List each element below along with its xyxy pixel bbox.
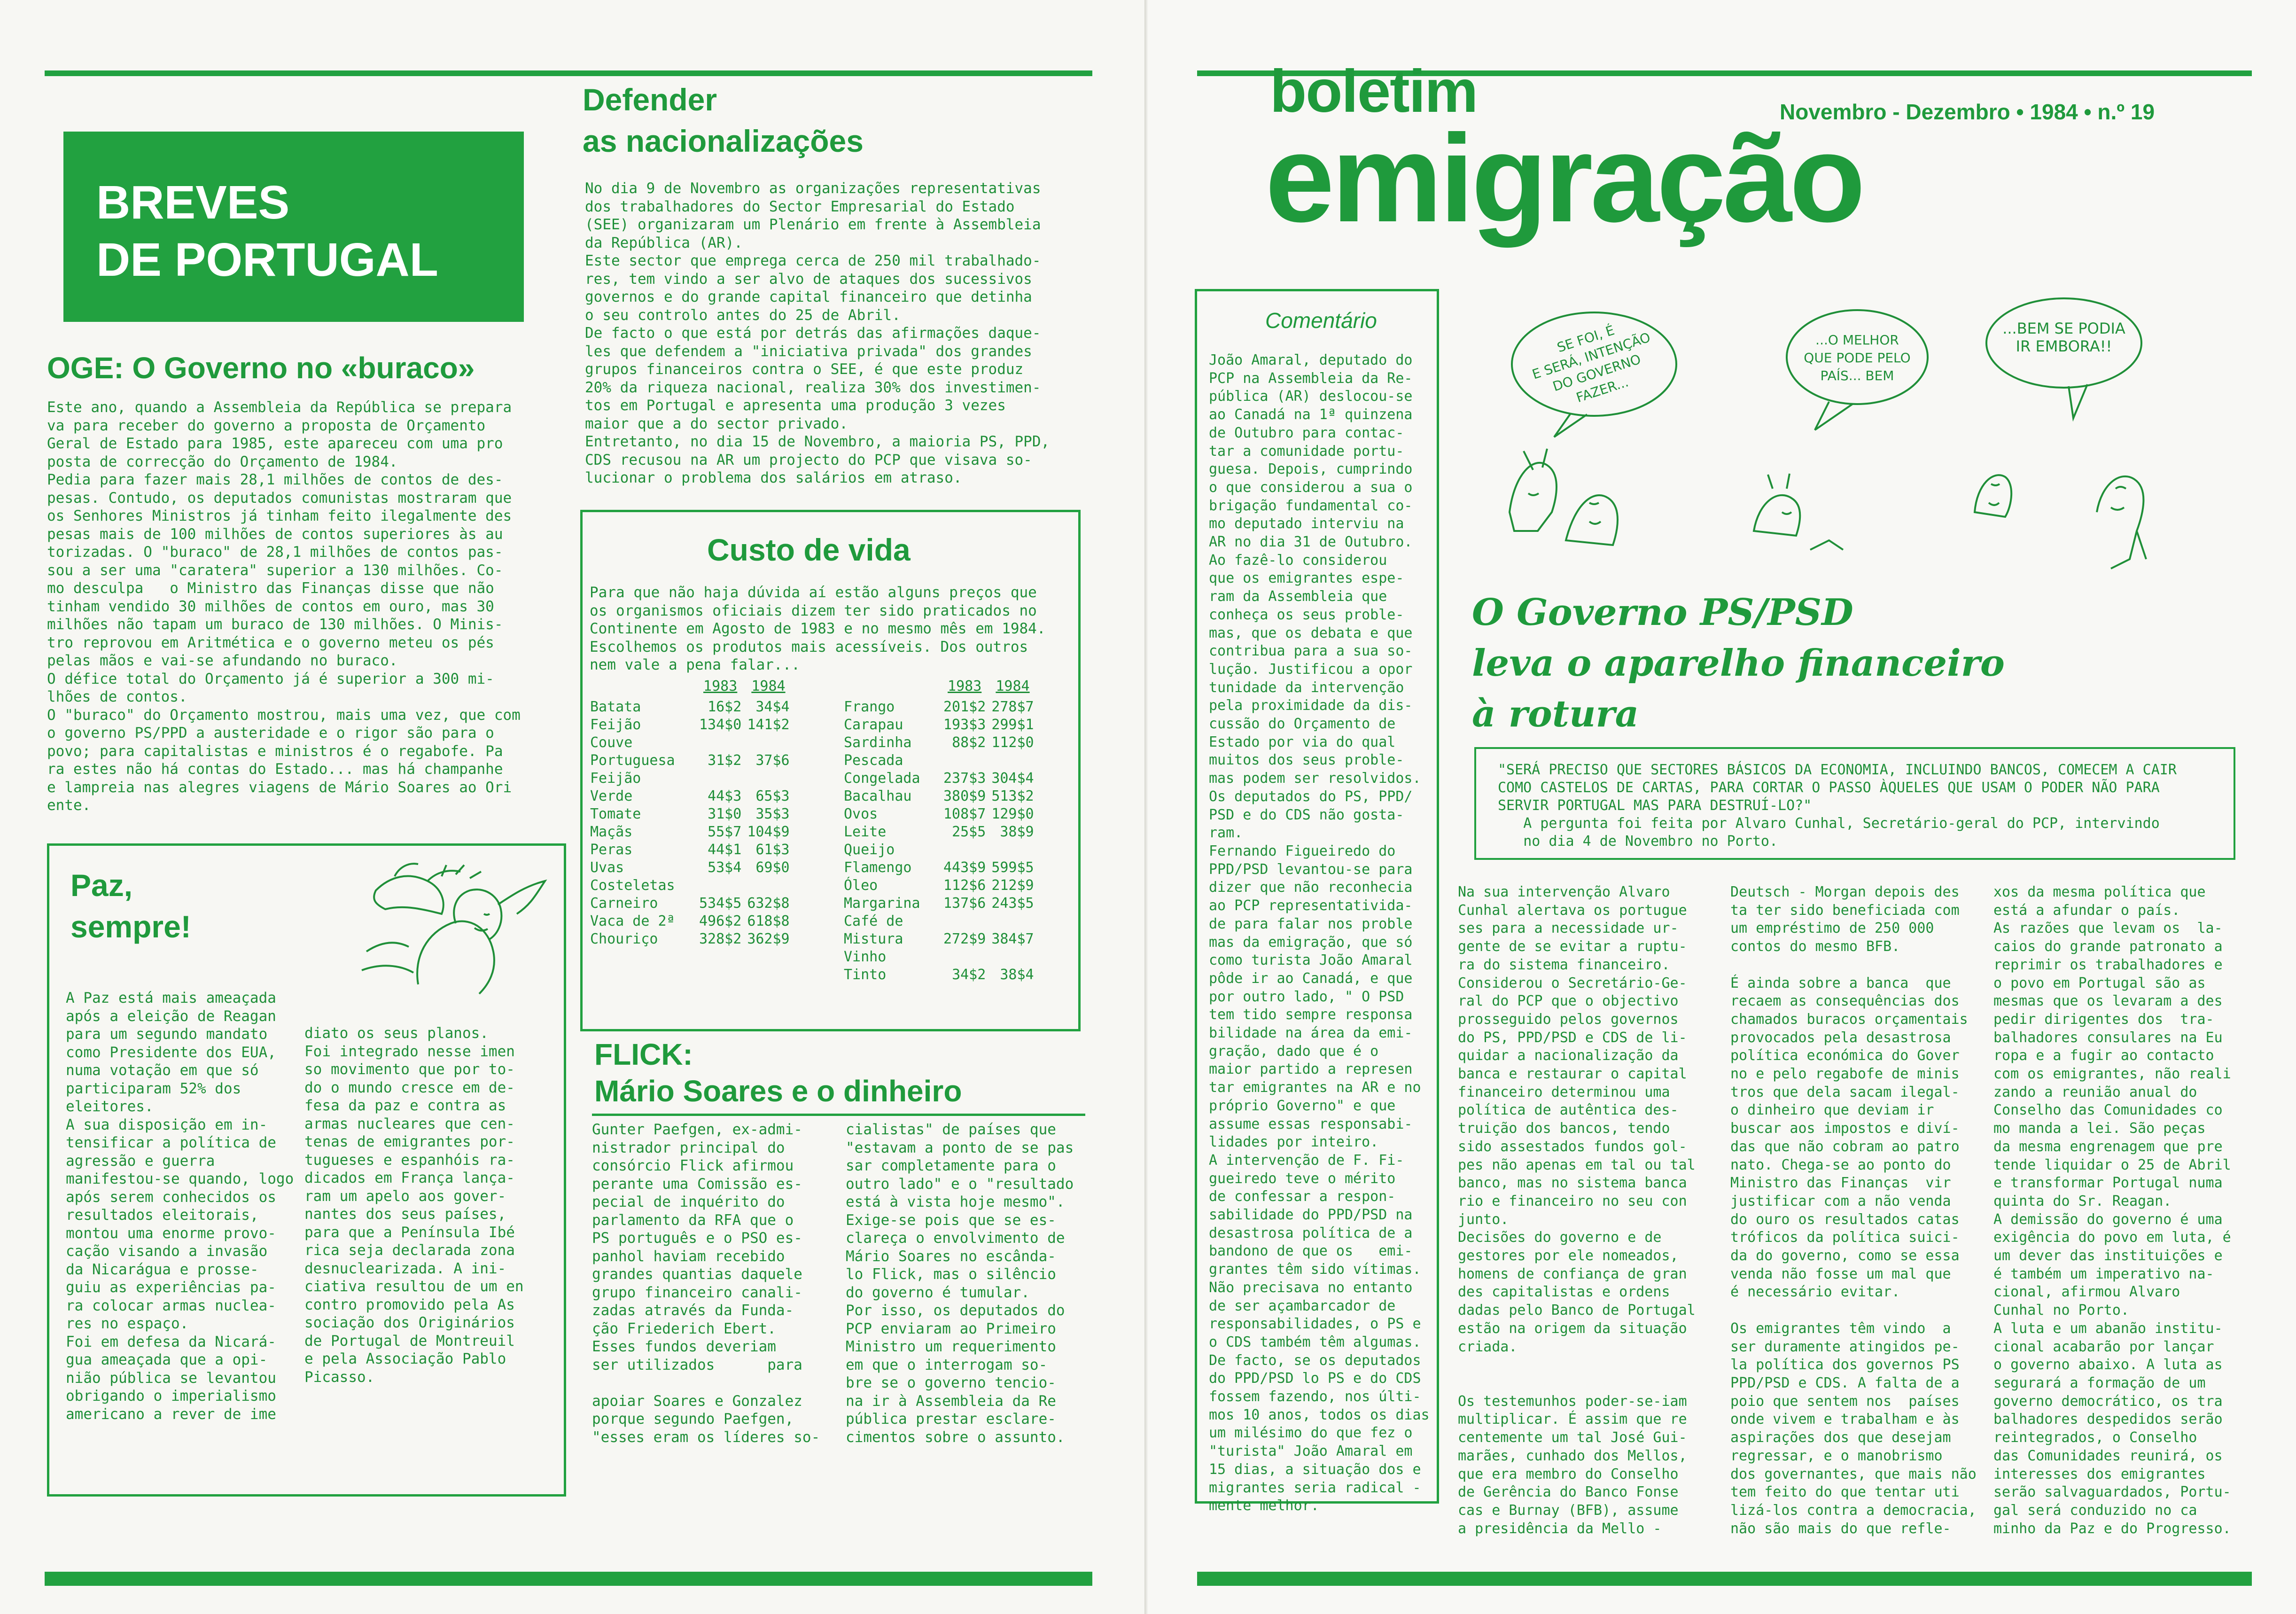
price-row bbox=[587, 841, 793, 859]
price-1983: 31$2 bbox=[708, 752, 742, 769]
speech-bubble-1-tail bbox=[1554, 413, 1587, 437]
price-1984 bbox=[988, 948, 1036, 966]
cartoon-illustration bbox=[1453, 268, 2233, 597]
price-row bbox=[841, 752, 1037, 770]
price-item-name: Portuguesa bbox=[590, 752, 675, 769]
price-item-name: Óleo bbox=[844, 877, 878, 894]
price-1983: 53$4 bbox=[708, 859, 742, 876]
price-1984: 129$0 bbox=[991, 806, 1034, 822]
top-rule bbox=[45, 70, 1092, 76]
price-row bbox=[587, 895, 793, 912]
custo-intro: Para que não haja dúvida aí estão alguns preços que os organismos oficiais dizem ter sido praticados no Continente em Agosto de 1983 e no mesmo mês em 1984. Escolhemos os produtos mais acessíveis. Dos outros nem vale a pena falar... bbox=[590, 584, 1046, 673]
flick-col-2: cialistas" de países que "estavam a ponto de se pas sar completamente para o outro lado" e o "resultado está à vista hoje mesmo". Exige-se pois que se es- clareça o envolvimento de Mário Soares no escânda- lo Flick, mas o silêncio do governo é tumular. Por isso, os deputados do PCP enviaram ao Primeiro Ministro um requerimento em que o interrogam so- bre se o governo tencio- na ir à Assembleia da Re pública prestar esclare- cimentos sobre o assunto. bbox=[846, 1121, 1074, 1446]
price-row bbox=[841, 698, 1037, 716]
price-1983: 193$3 bbox=[943, 717, 986, 733]
price-row bbox=[587, 770, 793, 788]
right-page bbox=[1148, 0, 2296, 1614]
price-row bbox=[841, 877, 1037, 895]
speech-bubble-2-tail bbox=[1815, 402, 1852, 430]
price-1983 bbox=[696, 770, 744, 788]
price-row bbox=[841, 948, 1037, 966]
price-1983: 88$2 bbox=[952, 734, 986, 751]
price-row bbox=[841, 930, 1037, 948]
price-1984 bbox=[744, 877, 792, 895]
speech-bubble-3-text: ...BEM SE PODIA IR EMBORA!! bbox=[2002, 320, 2125, 355]
paz-col-1: A Paz está mais ameaçada após a eleição de Reagan para um segundo mandato como Presidente dos EUA, numa votação em que só participaram 52% dos eleitores. A sua disposição em in- tensificar a política de agressão e guerra manifestou-se quando, logo após serem conhecidos os resultados eleitorais, montou uma enorme provo- cação visando a invasão da Nicarágua e prosse- guiu as experiências pa- ra colocar armas nuclea- res no espaço. Foi em defesa da Nicará- gua ameaçada que a opi- nião pública se levantou obrigando o imperialismo americano a rever de ime bbox=[66, 990, 294, 1423]
price-1983: 44$1 bbox=[708, 842, 742, 858]
price-1983 bbox=[696, 877, 744, 895]
price-item-name: Sardinha bbox=[844, 734, 912, 751]
price-item-name: Couve bbox=[590, 734, 633, 751]
cartoon-figure-1 bbox=[1510, 449, 1618, 545]
price-row bbox=[587, 930, 793, 948]
article-col-1: Na sua intervenção Alvaro Cunhal alertava os portugue ses para a necessidade ur- gente de se evitar a ruptu- ra do sistema financeiro. Considerou o Secretário-Ge- ral do PCP que o objectivo prosseguido pelos governos do PS, PPD/PSD e CDS de li- quidar a nacionalização da banca e restaurar o capital financeiro determinou uma política de autêntica des- truição dos bancos, tendo sido assestados fundos gol- pes não apenas em tal ou tal banco, mas no sistema banca rio e financeiro no seu con junto. Decisões do governo e de gestores por ele nomeados, homens de confiança de gran des capitalistas e ordens dadas pelo Banco de Portugal estão na origem da situação criada. Os testemunhos poder-se-iam multiplicar. É assim que re centemente um tal José Gui- marães, cunhado dos Mellos, que era membro do Conselho de Gerência do Banco Fonse cas e Burnay (BFB), assume a presidência da Mello - bbox=[1458, 884, 1696, 1537]
price-row bbox=[841, 841, 1037, 859]
price-1984: 35$3 bbox=[755, 806, 790, 822]
price-1984 bbox=[988, 841, 1036, 859]
bottom-rule-right bbox=[1197, 1572, 2252, 1586]
prices-right-name-header bbox=[841, 678, 941, 698]
issue-date: Novembro - Dezembro • 1984 • n.º 19 bbox=[1780, 100, 2155, 124]
paz-col-2: diato os seus planos. Foi integrado nesse imen so movimento que por to- do o mundo cresce em de- fesa da paz e contra as armas nucleares que cen- tenas de emigrantes por- tugueses e espanhóis ra- dicados em França lança- ram um apelo aos gover- nantes dos seus países, para que a Península Ibé rica seja declarada zona desnuclearizada. A ini- ciativa resultou de um en contro promovido pela As sociação dos Originários de Portugal de Montreuil e pela Associação Pablo Picasso. bbox=[304, 1025, 524, 1386]
price-item-name: Batata bbox=[590, 699, 641, 715]
paz-title: Paz, sempre! bbox=[70, 868, 191, 944]
price-1984: 104$9 bbox=[747, 824, 790, 840]
price-item-name: Uvas bbox=[590, 859, 624, 876]
article-col-3: xos da mesma política que está a afundar o país. As razões que levam os la- caios do grande patronato a reprimir os trabalhadores e o povo em Portugal são as mesmas que os levaram a des pedir dirigentes dos tra- balhadores consulares na Eu ropa e a fugir ao contacto com os emigrantes, não reali zando a reunião anual do Conselho das Comunidades co mo manda a lei. São peças da mesma engrenagem que pre tende liquidar o 25 de Abril e transformar Portugal numa quinta do Sr. Reagan. A demissão do governo é uma exigência do povo em luta, é um dever das instituições e é também um imperativo na- cional, afirmou Alvaro Cunhal no Porto. A luta e um abanão institu- cional acabarão por lançar o governo abaixo. A luta as segurará a formação de um governo democrático, os tra balhadores despedidos serão reintegrados, o Conselho das Comunidades reunirá, os interesses dos emigrantes serão salvaguardados, Portu- gal será conduzido no ca minho da Paz e do Progresso. bbox=[1993, 884, 2231, 1537]
defender-title: Defender as nacionalizações bbox=[583, 82, 864, 158]
price-row bbox=[587, 716, 793, 734]
price-1983 bbox=[941, 752, 988, 770]
price-1984: 37$6 bbox=[755, 752, 790, 769]
price-1984: 362$9 bbox=[747, 931, 790, 947]
flick-col-1: Gunter Paefgen, ex-admi- nistrador principal do consórcio Flick afirmou perante uma Comissão es- pecial de inquérito do parlamento da RFA que o PS português e o PSO es- panhol haviam recebido grandes quantias daquele grupo financeiro canali- zadas através da Funda- ção Friederich Ebert. Esses fundos deveriam ser utilizados para apoiar Soares e Gonzalez porque segundo Paefgen, "esses eram os líderes so- bbox=[592, 1121, 820, 1446]
price-1984: 599$5 bbox=[991, 859, 1034, 876]
price-1983: 380$9 bbox=[943, 788, 986, 804]
prices-right-year-b: 1984 bbox=[996, 678, 1030, 694]
price-item-name: Queijo bbox=[844, 842, 895, 858]
price-item-name: Chouriço bbox=[590, 931, 658, 947]
custo-title: Custo de vida bbox=[707, 532, 911, 567]
price-item-name: Vaca de 2ª bbox=[590, 913, 675, 929]
price-1984: 618$8 bbox=[747, 913, 790, 929]
price-item-name: Margarina bbox=[844, 895, 920, 912]
cartoon-figure-2 bbox=[1754, 474, 1843, 550]
oge-title: OGE: O Governo no «buraco» bbox=[47, 351, 475, 385]
price-item-name: Café de bbox=[844, 913, 903, 929]
price-item-name: Feijão bbox=[590, 770, 641, 787]
speech-bubble-1-text: SE FOI, É E SERÁ, INTENÇÃO DO GOVERNO FAZER... bbox=[1530, 322, 1652, 406]
masthead-boletim: boletim bbox=[1270, 58, 1478, 125]
price-item-name: Frango bbox=[844, 699, 895, 715]
price-row bbox=[587, 752, 793, 770]
speech-bubble-3-tail bbox=[2069, 384, 2087, 418]
flick-underline bbox=[592, 1114, 1085, 1116]
price-1984 bbox=[988, 912, 1036, 930]
price-1984: 141$2 bbox=[747, 717, 790, 733]
price-1983: 34$2 bbox=[952, 967, 986, 983]
prices-table-right bbox=[841, 678, 1037, 984]
peace-dove-illustration bbox=[348, 858, 554, 998]
price-item-name: Costeletas bbox=[590, 877, 675, 894]
price-item-name: Mistura bbox=[844, 931, 903, 947]
cartoon-figure-3 bbox=[1975, 475, 2146, 569]
price-row bbox=[841, 912, 1037, 930]
price-item-name: Ovos bbox=[844, 806, 878, 822]
price-row bbox=[841, 716, 1037, 734]
price-1984 bbox=[988, 752, 1036, 770]
breves-banner bbox=[63, 132, 524, 322]
price-1983: 108$7 bbox=[943, 806, 986, 822]
price-item-name: Carapau bbox=[844, 717, 903, 733]
price-item-name: Leite bbox=[844, 824, 887, 840]
bottom-rule bbox=[45, 1572, 1092, 1586]
price-item-name: Bacalhau bbox=[844, 788, 912, 804]
price-1984: 112$0 bbox=[991, 734, 1034, 751]
price-1983: 112$6 bbox=[943, 877, 986, 894]
price-1984 bbox=[744, 770, 792, 788]
price-1983: 496$2 bbox=[699, 913, 742, 929]
price-1984: 243$5 bbox=[991, 895, 1034, 912]
article-headline: O Governo PS/PSD leva o aparelho financeiro à rotura bbox=[1472, 591, 2005, 735]
prices-right-year-a: 1983 bbox=[948, 678, 982, 694]
price-row bbox=[841, 788, 1037, 805]
price-item-name: Maçãs bbox=[590, 824, 633, 840]
price-row bbox=[841, 895, 1037, 912]
price-row bbox=[841, 770, 1037, 788]
price-row bbox=[587, 788, 793, 805]
price-1983 bbox=[696, 734, 744, 752]
price-1983: 44$3 bbox=[708, 788, 742, 804]
price-1984: 632$8 bbox=[747, 895, 790, 912]
flick-title: FLICK: Mário Soares e o dinheiro bbox=[594, 1037, 962, 1108]
price-1984: 212$9 bbox=[991, 877, 1034, 894]
defender-body: No dia 9 de Novembro as organizações representativas dos trabalhadores do Sector Empresarial do Estado (SEE) organizaram um Plenário em frente à Assembleia da República (AR). Este sector que emprega cerca de 250 mil trabalhado- res, tem vindo a ser alvo de ataques dos sucessivos governos e do grande capital financeiro que detinha o seu controlo antes do 25 de Abril. De facto o que está por detrás das afirmações daque- les que defendem a "iniciativa privada" dos grandes grupos financeiros contra o SEE, é que este produz 20% da riqueza nacional, realiza 30% dos investimen- tos em Portugal e apresenta uma produção 3 vezes maior que a do sector privado. Entretanto, no dia 15 de Novembro, a maioria PS, PPD, CDS recusou na AR um projecto do PCP que visava so- lucionar o problema dos salários em atraso. bbox=[585, 180, 1050, 486]
price-1984 bbox=[744, 734, 792, 752]
price-1983: 55$7 bbox=[708, 824, 742, 840]
price-1984: 38$4 bbox=[1000, 967, 1034, 983]
price-item-name: Vinho bbox=[844, 949, 887, 965]
price-row bbox=[841, 966, 1037, 984]
price-1983: 201$2 bbox=[943, 699, 986, 715]
price-item-name: Tinto bbox=[844, 967, 887, 983]
price-1983: 137$6 bbox=[943, 895, 986, 912]
price-row bbox=[841, 805, 1037, 823]
price-row bbox=[587, 734, 793, 752]
article-quote: "SERÁ PRECISO QUE SECTORES BÁSICOS DA ECONOMIA, INCLUINDO BANCOS, COMECEM A CAIR COMO CASTELOS DE CARTAS, PARA CORTAR O PASSO ÀQUELES QUE USAM O PODER NÃO PARA SERVIR PORTUGAL MAS PARA DESTRUÍ-LO?" A pergunta foi feita por Alvaro Cunhal, Secretário-geral do PCP, intervindo no dia 4 de Novembro no Porto. bbox=[1498, 762, 2177, 850]
prices-left-year-b: 1984 bbox=[751, 678, 786, 694]
price-row bbox=[587, 698, 793, 716]
price-1983 bbox=[941, 948, 988, 966]
price-1984: 304$4 bbox=[991, 770, 1034, 787]
price-1984: 299$1 bbox=[991, 717, 1034, 733]
price-1984: 513$2 bbox=[991, 788, 1034, 804]
price-1984: 65$3 bbox=[755, 788, 790, 804]
price-row bbox=[841, 823, 1037, 841]
price-item-name: Flamengo bbox=[844, 859, 912, 876]
price-1984: 384$7 bbox=[991, 931, 1034, 947]
price-row bbox=[841, 734, 1037, 752]
prices-left-name-header bbox=[587, 678, 696, 698]
price-item-name: Verde bbox=[590, 788, 633, 804]
price-item-name: Tomate bbox=[590, 806, 641, 822]
article-col-2: Deutsch - Morgan depois des ta ter sido beneficiada com um empréstimo de 250 000 contos do mesmo BFB. É ainda sobre a banca que recaem as consequências dos chamados buracos orçamentais provocados pela desastrosa política económica do Gover no e pelo regabofe de minis tros que dela sacam ilegal- o dinheiro que deviam ir buscar aos impostos e diví- das que não cobram ao patro nato. Chega-se ao ponto do Ministro das Finanças vir justificar com a não venda do ouro os resultados catas tróficos da política suici- da do governo, como se essa venda não fosse um mal que é necessário evitar. Os emigrantes têm vindo a ser duramente atingidos pe- la política dos governos PS PPD/PSD e CDS. A falta de a poio que sentem nos países onde vivem e trabalham e às aspirações dos que desejam regressar, e o manobrismo dos governantes, que mais não tem feito do que tentar uti lizá-los contra a democracia, não são mais do que refle- bbox=[1730, 884, 1977, 1537]
price-row bbox=[587, 859, 793, 877]
price-1983 bbox=[941, 912, 988, 930]
price-row bbox=[841, 859, 1037, 877]
price-1984: 69$0 bbox=[755, 859, 790, 876]
price-row bbox=[587, 877, 793, 895]
comentario-title: Comentário bbox=[1265, 308, 1377, 333]
price-1983: 328$2 bbox=[699, 931, 742, 947]
prices-table-left bbox=[587, 678, 793, 948]
price-item-name: Carneiro bbox=[590, 895, 658, 912]
price-1983: 16$2 bbox=[708, 699, 742, 715]
price-1983: 31$0 bbox=[708, 806, 742, 822]
oge-body: Este ano, quando a Assembleia da República se prepara va para receber do governo a proposta de Orçamento Geral de Estado para 1985, este apareceu com uma pro posta de correcção do Orçamento de 1984. Pedia para fazer mais 28,1 milhões de contos de des- pesas. Contudo, os deputados comunistas mostraram que os Senhores Ministros já tinham feito ilegalmente des pesas mais de 100 milhões de contos superiores às au torizadas. O "buraco" de 28,1 milhões de contos pas- sou a ser uma "caratera" superior a 130 milhões. Co- mo desculpa o Ministro das Finanças disse que não tinham vendido 30 milhões de contos em ouro, mas 30 milhões não tapam um buraco de 130 milhões. O Minis- tro reprovou em Aritmética e o governo meteu os pés pelas mãos e vai-se afundando no buraco. O défice total do Orçamento já é superior a 300 mi- lhões de contos. O "buraco" do Orçamento mostrou, mais uma vez, que com o governo PS/PPD a austeridade e o rigor são para o povo; para capitalistas e ministros é o regabofe. Pa ra estes não há contas do Estado... mas há champanhe e lampreia nas alegres viagens de Mário Soares ao Ori ente. bbox=[47, 399, 521, 814]
price-1984: 34$4 bbox=[755, 699, 790, 715]
price-1984: 38$9 bbox=[1000, 824, 1034, 840]
price-1984: 278$7 bbox=[991, 699, 1034, 715]
masthead-emigracao: emigração bbox=[1265, 109, 1863, 248]
show-through-text bbox=[301, 85, 312, 122]
price-1984: 61$3 bbox=[755, 842, 790, 858]
prices-left-year-a: 1983 bbox=[703, 678, 738, 694]
price-item-name: Pescada bbox=[844, 752, 903, 769]
price-1983: 534$5 bbox=[699, 895, 742, 912]
price-item-name: Peras bbox=[590, 842, 633, 858]
price-1983: 443$9 bbox=[943, 859, 986, 876]
price-1983: 134$0 bbox=[699, 717, 742, 733]
price-row bbox=[587, 912, 793, 930]
price-row bbox=[587, 823, 793, 841]
price-1983: 272$9 bbox=[943, 931, 986, 947]
price-row bbox=[587, 805, 793, 823]
price-item-name: Feijão bbox=[590, 717, 641, 733]
price-1983: 237$3 bbox=[943, 770, 986, 787]
breves-banner-title: BREVES DE PORTUGAL bbox=[96, 176, 438, 286]
comentario-body: João Amaral, deputado do PCP na Assembleia da Re- pública (AR) deslocou-se ao Canadá na 1ª quinzena de Outubro para contac- tar a comunidade portu- guesa. Depois, cumprindo o que considerou a sua o brigação fundamental co- mo deputado interviu na AR no dia 31 de Outubro. Ao fazê-lo considerou que os emigrantes espe- ram da Assembleia que conheça os seus proble- mas, que os debata e que contribua para a sua so- lução. Justificou a opor tunidade da intervenção pela proximidade da dis- cussão do Orçamento de Estado por via do qual muitos dos seus proble- mas podem ser resolvidos. Os deputados do PS, PPD/ PSD e do CDS não gosta- ram. Fernando Figueiredo do PPD/PSD levantou-se para dizer que não reconhecia ao PCP representativida- de para falar nos proble mas da emigração, que só como turista João Amaral pôde ir ao Canadá, e que por outro lado, " O PSD tem tido sempre responsa bilidade na área da emi- gração, dado que é o maior partido a represen tar emigrantes na AR e no próprio Governo" e que assume essas responsabi- lidades por inteiro. A intervenção de F. Fi- gueiredo teve o mérito de confessar a respon- sabilidade do PPD/PSD na desastrosa política de a bandono de que os emi- grantes têm sido vítimas. Não precisava no entanto de ser açambarcador de responsabilidades, o PS e o CDS também têm algumas. De facto, se os deputados do PPD/PSD lo PS e do CDS fossem fazendo, nos últi- mos 10 anos, todos os dias um milésimo do que fez o "turista" João Amaral em 15 dias, a situação dos e migrantes seria radical - mente melhor. bbox=[1209, 352, 1430, 1514]
price-item-name: Congelada bbox=[844, 770, 920, 787]
price-1983: 25$5 bbox=[952, 824, 986, 840]
price-1983 bbox=[941, 841, 988, 859]
speech-bubble-2-text: ...O MELHOR QUE PODE PELO PAÍS... BEM bbox=[1804, 332, 1911, 383]
